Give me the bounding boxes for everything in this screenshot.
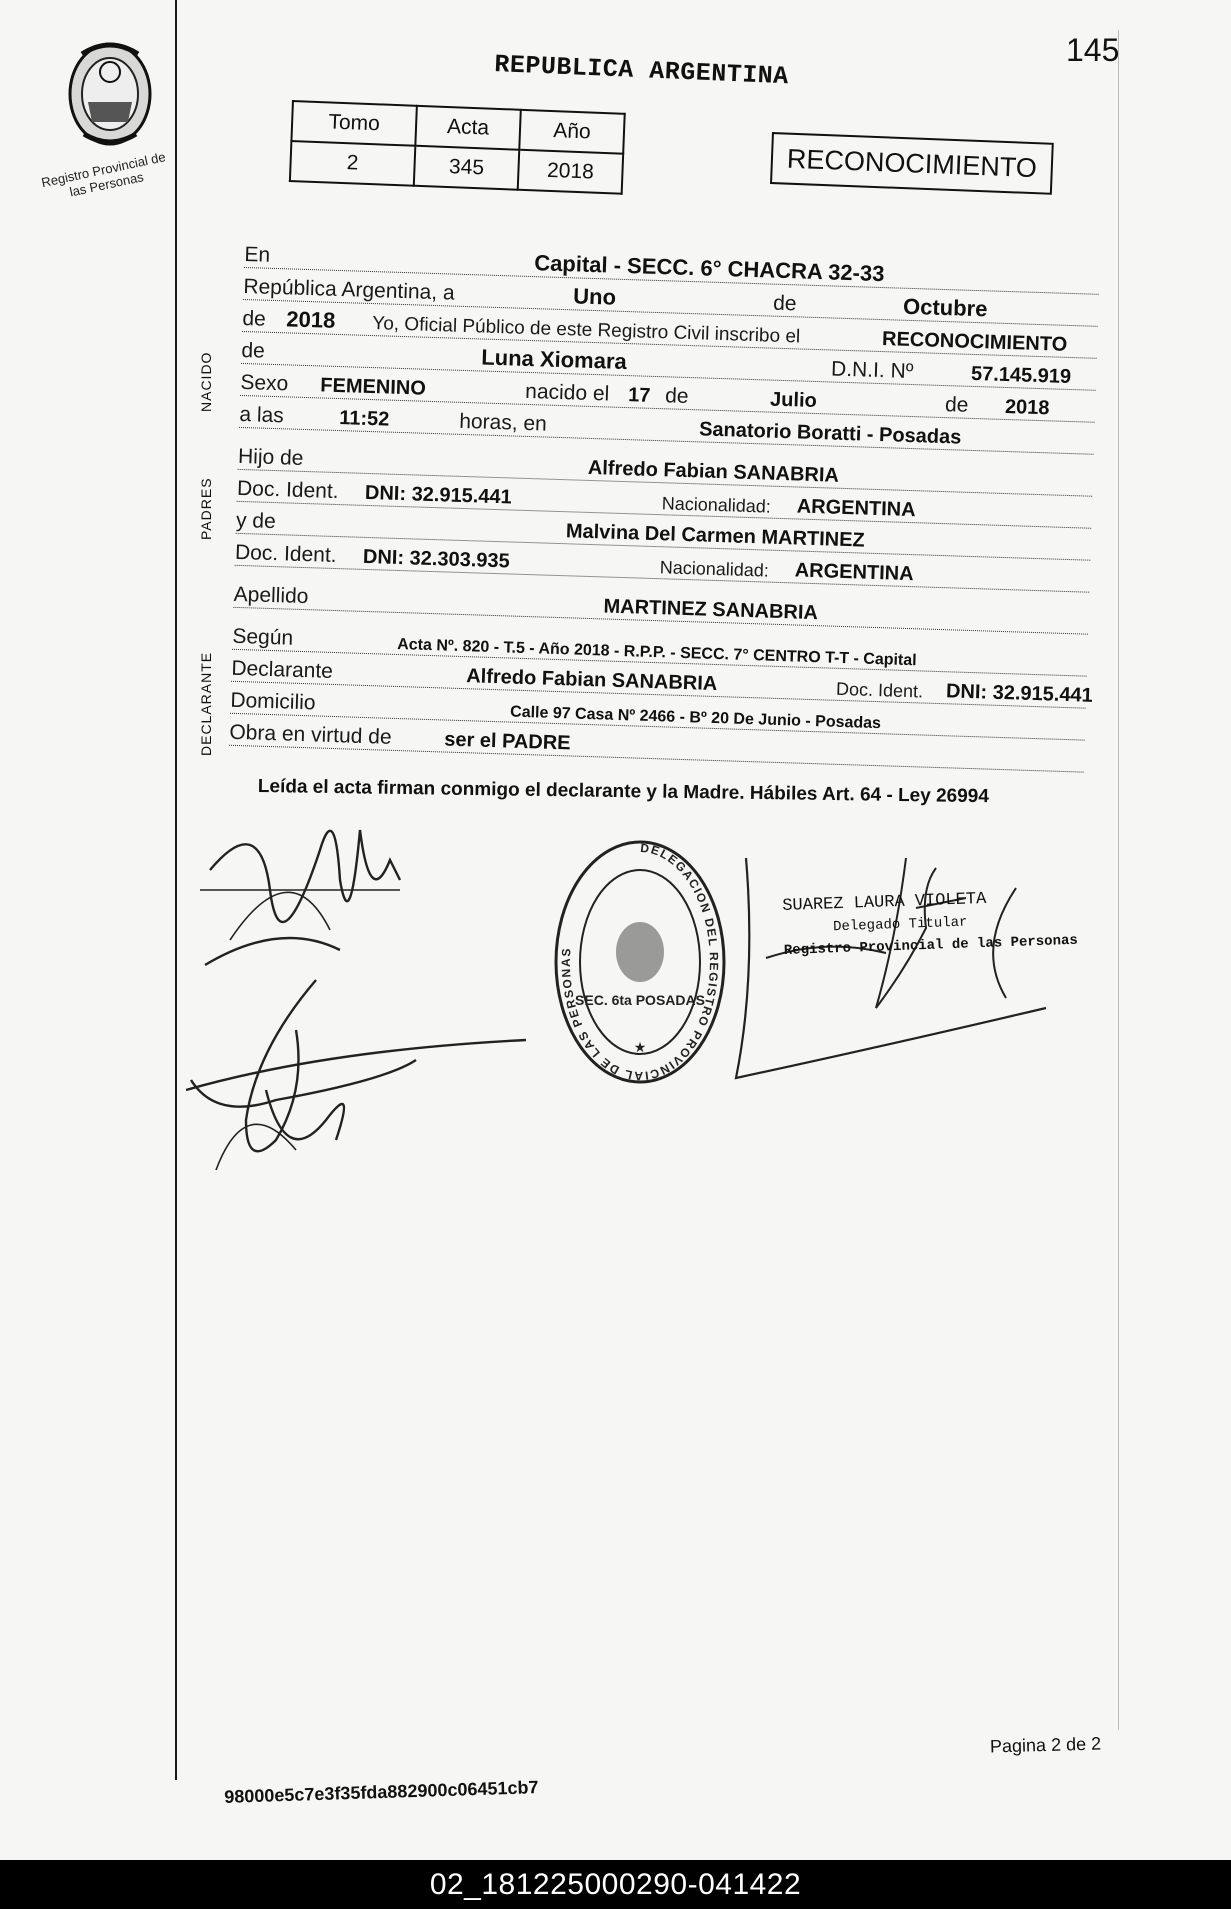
acta-value: 345 <box>414 146 519 190</box>
document-title: REPUBLICA ARGENTINA <box>493 50 790 92</box>
obra-label: Obra en virtud de <box>229 720 392 749</box>
document-type-box: RECONOCIMIENTO <box>770 132 1054 195</box>
officer-office: Registro Provincial de las Personas <box>783 932 1079 959</box>
month-value: Octubre <box>902 293 988 322</box>
declarante-label: Declarante <box>231 656 334 683</box>
doc1-value: DNI: 32.915.441 <box>364 481 513 509</box>
de3-label: de <box>241 338 266 363</box>
volume-table <box>289 100 626 195</box>
anio-header: Año <box>519 110 624 154</box>
right-margin-rule <box>1118 30 1119 1730</box>
nacido-label: nacido el <box>524 379 610 406</box>
hijo-label: Hijo de <box>237 444 304 470</box>
tomo-value: 2 <box>290 141 415 186</box>
stamp-ring-text: DELEGACION DEL REGISTRO PROVINCIAL DE LAS PERSONAS <box>558 840 722 1084</box>
ra-day: Uno <box>572 283 617 310</box>
page-number: 145 <box>1066 32 1120 68</box>
ra-de-label: de <box>772 291 797 316</box>
yde-label: y de <box>235 508 277 534</box>
dni-label: D.N.I. Nº <box>830 357 914 384</box>
pagination-label: Pagina 2 de 2 <box>989 1733 1102 1757</box>
ra-label: República Argentina, a <box>243 274 455 305</box>
mes-nac-value: Julio <box>769 388 818 413</box>
section-label-declarante: DECLARANTE <box>198 651 214 756</box>
apellido-label: Apellido <box>233 582 309 609</box>
declarante-value: Alfredo Fabian SANABRIA <box>465 665 718 696</box>
doc2-value: DNI: 32.303.935 <box>362 545 511 573</box>
docdecl-label: Doc. Ident. <box>835 678 924 702</box>
file-id-bar: 02_181225000290-041422 <box>0 1860 1231 1909</box>
anio-nac-value: 2018 <box>1004 395 1050 420</box>
de4-label: de <box>664 384 689 409</box>
officer-name: SUAREZ LAURA VIOLETA <box>782 889 987 916</box>
acta-header: Acta <box>415 106 520 150</box>
official-stamp <box>548 830 733 1085</box>
inscribo-label: Yo, Oficial Público de este Registro Civil inscribo el <box>371 313 801 348</box>
alas-label: a las <box>239 402 285 428</box>
nac2-label: Nacionalidad: <box>659 557 770 581</box>
madre-value: Malvina Del Carmen MARTINEZ <box>565 520 866 552</box>
de5-label: de <box>944 393 969 417</box>
officer-role: Delegado Titular <box>832 914 968 936</box>
document-hash: 98000e5c7e3f35fda882900c06451cb7 <box>224 1777 539 1807</box>
section-label-nacido: NACIDO <box>198 351 214 412</box>
nac1-label: Nacionalidad: <box>661 493 772 517</box>
officer-block <box>782 886 1078 962</box>
dia-value: 17 <box>627 384 651 407</box>
horas-label: horas, en <box>458 409 548 436</box>
padre-value: Alfredo Fabian SANABRIA <box>587 456 840 487</box>
doc2-label: Doc. Ident. <box>234 540 337 568</box>
apellido-value: MARTINEZ SANABRIA <box>603 595 819 625</box>
record-fields <box>229 236 1100 773</box>
mother-signature <box>186 970 536 1180</box>
obra-value: ser el PADRE <box>443 728 571 755</box>
stamp-star-icon: ★ <box>633 1040 647 1056</box>
en-label: En <box>244 242 271 267</box>
anio-value: 2018 <box>518 150 623 194</box>
tomo-header: Tomo <box>291 101 416 146</box>
sexo-value: FEMENINO <box>319 374 427 400</box>
nac1-value: ARGENTINA <box>796 495 916 522</box>
segun-value: Acta Nº. 820 - T.5 - Año 2018 - R.P.P. - SECC. 7° CENTRO T-T - Capital <box>396 635 917 670</box>
domicilio-label: Domicilio <box>230 688 316 715</box>
nac2-value: ARGENTINA <box>794 559 914 586</box>
year-value: 2018 <box>286 306 336 333</box>
nombre-value: Luna Xiomara <box>480 344 628 375</box>
officer-signature <box>726 848 1056 1088</box>
inscribo-value: RECONOCIMIENTO <box>881 328 1068 356</box>
left-margin-rule <box>175 0 177 1780</box>
segun-label: Según <box>232 624 294 650</box>
de2-label: de <box>242 306 267 331</box>
sexo-label: Sexo <box>240 370 289 396</box>
provincial-seal-logo <box>62 34 158 149</box>
logo-caption: Registro Provincial de las Personas <box>40 149 167 200</box>
hora-value: 11:52 <box>338 407 390 431</box>
docdecl-value: DNI: 32.915.441 <box>945 680 1094 707</box>
section-label-padres: PADRES <box>198 477 214 540</box>
en-value: Capital - SECC. 6° CHACRA 32-33 <box>533 250 885 287</box>
doc1-label: Doc. Ident. <box>236 476 339 504</box>
declarant-signature <box>200 790 430 970</box>
closing-statement: Leída el acta firman conmigo el declarante y la Madre. Hábiles Art. 64 - Ley 26994 <box>257 776 990 808</box>
stamp-inner-text: SEC. 6ta POSADAS <box>575 992 705 1008</box>
domicilio-value: Calle 97 Casa Nº 2466 - Bº 20 De Junio - Posadas <box>509 703 882 733</box>
lugar-value: Sanatorio Boratti - Posadas <box>698 418 962 449</box>
dni-value: 57.145.919 <box>970 362 1072 389</box>
